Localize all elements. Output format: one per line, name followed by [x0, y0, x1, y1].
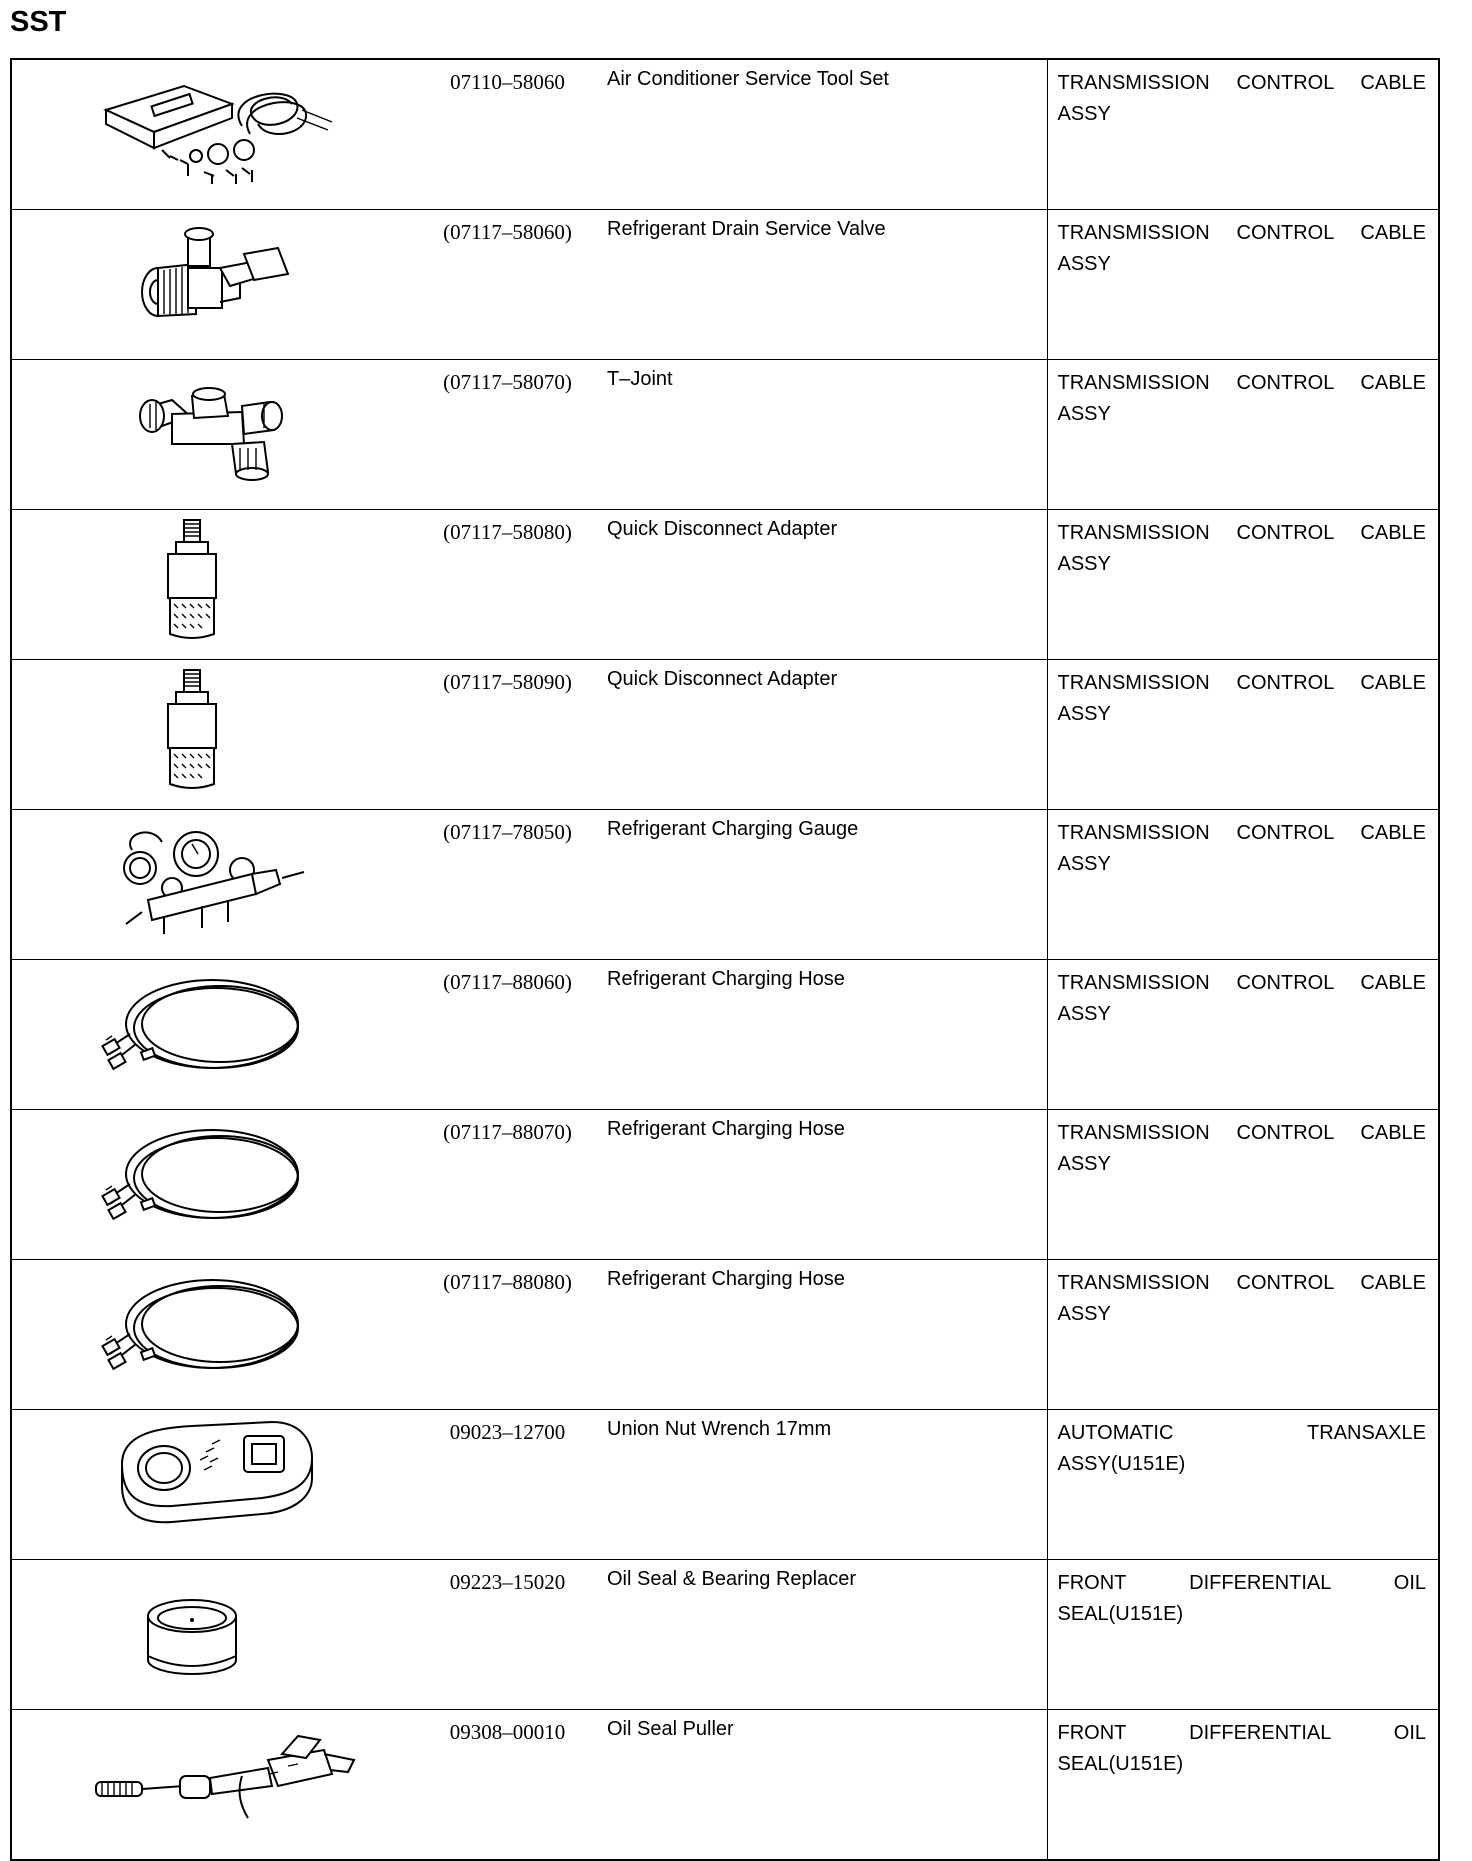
tool-name: Oil Seal & Bearing Replacer — [607, 1568, 857, 1590]
part-number: (07117–58080) — [443, 520, 572, 544]
part-number: 07110–58060 — [450, 70, 565, 94]
charging-hose-icon — [92, 1264, 422, 1396]
applies-to: TRANSMISSION CONTROL CABLE ASSY — [1047, 810, 1439, 960]
drain-service-valve-icon — [92, 214, 422, 346]
charging-hose-icon — [92, 1114, 422, 1246]
table-row — [11, 1260, 1439, 1410]
table-row — [11, 960, 1439, 1110]
tool-cell — [11, 210, 1047, 360]
charging-gauge-icon — [92, 814, 422, 946]
table-row — [11, 210, 1439, 360]
tool-cell — [11, 1410, 1047, 1560]
tool-cell — [11, 360, 1047, 510]
applies-to: FRONT DIFFERENTIAL OIL SEAL(U151E) — [1047, 1560, 1439, 1710]
tool-name: Refrigerant Drain Service Valve — [607, 218, 886, 240]
applies-to: TRANSMISSION CONTROL CABLE ASSY — [1047, 1260, 1439, 1410]
table-row — [11, 1710, 1439, 1861]
part-number: 09023–12700 — [449, 1420, 566, 1444]
table-row — [11, 360, 1439, 510]
tool-name: Refrigerant Charging Hose — [607, 1118, 845, 1140]
tool-cell — [11, 1260, 1047, 1410]
applies-to: TRANSMISSION CONTROL CABLE ASSY — [1047, 960, 1439, 1110]
oil-seal-replacer-icon — [92, 1564, 422, 1696]
tool-cell — [11, 1710, 1047, 1861]
tool-name: Union Nut Wrench 17mm — [607, 1418, 832, 1440]
table-row — [11, 1110, 1439, 1260]
tool-name: Quick Disconnect Adapter — [607, 518, 838, 540]
oil-seal-puller-icon — [92, 1714, 422, 1846]
tool-cell — [11, 810, 1047, 960]
tool-cell — [11, 59, 1047, 210]
tool-name: Refrigerant Charging Gauge — [607, 818, 859, 840]
t-joint-icon — [92, 364, 422, 496]
quick-disconnect-adapter-icon — [92, 514, 422, 646]
part-number: 09223–15020 — [449, 1570, 566, 1594]
tool-cell — [11, 960, 1047, 1110]
tool-name: Oil Seal Puller — [607, 1718, 734, 1740]
part-number: (07117–78050) — [443, 820, 572, 844]
part-number: (07117–88080) — [443, 1270, 572, 1294]
part-number: (07117–88070) — [443, 1120, 572, 1144]
table-row — [11, 510, 1439, 660]
table-row — [11, 1560, 1439, 1710]
applies-to: TRANSMISSION CONTROL CABLE ASSY — [1047, 660, 1439, 810]
table-row — [11, 660, 1439, 810]
sst-table — [10, 58, 1440, 1861]
quick-disconnect-adapter-icon — [92, 664, 422, 796]
union-nut-wrench-icon — [92, 1414, 422, 1546]
tool-cell — [11, 1560, 1047, 1710]
applies-to: AUTOMATIC TRANSAXLE ASSY(U151E) — [1047, 1410, 1439, 1560]
applies-to: TRANSMISSION CONTROL CABLE ASSY — [1047, 510, 1439, 660]
tool-name: Quick Disconnect Adapter — [607, 668, 838, 690]
table-row — [11, 59, 1439, 210]
table-row — [11, 810, 1439, 960]
service-tool-set-icon — [92, 64, 422, 196]
tool-cell — [11, 660, 1047, 810]
applies-to: TRANSMISSION CONTROL CABLE ASSY — [1047, 360, 1439, 510]
tool-name: Air Conditioner Service Tool Set — [607, 68, 889, 90]
tool-cell — [11, 1110, 1047, 1260]
applies-to: TRANSMISSION CONTROL CABLE ASSY — [1047, 210, 1439, 360]
tool-name: Refrigerant Charging Hose — [607, 968, 845, 990]
tool-cell — [11, 510, 1047, 660]
part-number: (07117–58060) — [443, 220, 572, 244]
applies-to: TRANSMISSION CONTROL CABLE ASSY — [1047, 1110, 1439, 1260]
tool-name: T–Joint — [607, 368, 673, 390]
part-number: (07117–88060) — [443, 970, 572, 994]
tool-name: Refrigerant Charging Hose — [607, 1268, 845, 1290]
table-row — [11, 1410, 1439, 1560]
part-number: (07117–58070) — [443, 370, 572, 394]
part-number: (07117–58090) — [443, 670, 572, 694]
applies-to: FRONT DIFFERENTIAL OIL SEAL(U151E) — [1047, 1710, 1439, 1861]
charging-hose-icon — [92, 964, 422, 1096]
applies-to: TRANSMISSION CONTROL CABLE ASSY — [1047, 59, 1439, 210]
page-title: SST — [10, 6, 67, 38]
part-number: 09308–00010 — [449, 1720, 566, 1744]
